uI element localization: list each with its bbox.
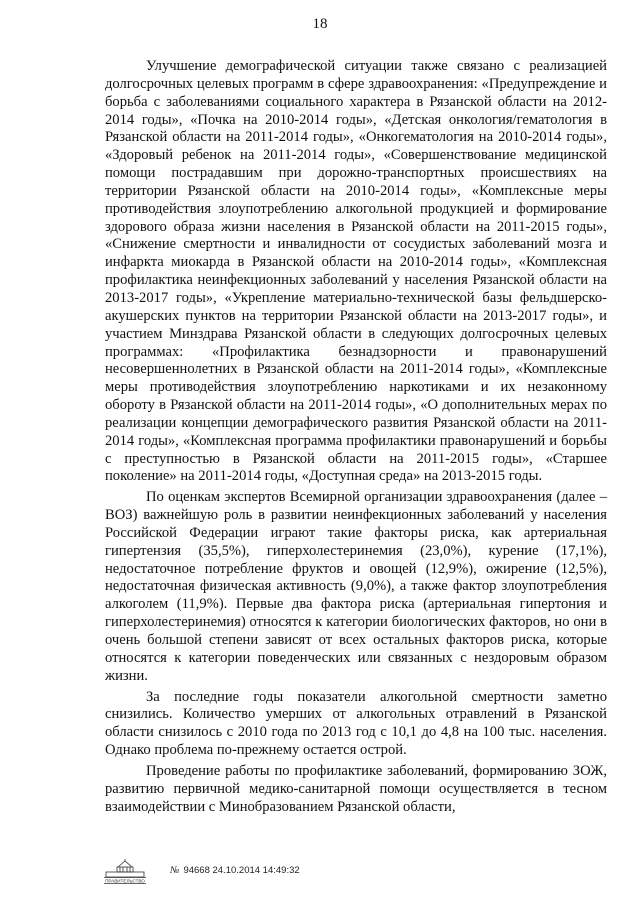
document-registration-stamp bbox=[170, 865, 300, 877]
document-number-symbol: № bbox=[170, 865, 180, 876]
paragraph-health-programs: Улучшение демографической ситуации также связано с реализацией долгосрочных целевых программ в сфере здравоохранения: «Предупреждение и борьба с заболеваниями социального характера в Рязанской области на 2012-2014 годы», «Почка на 2010-2014 годы», «Детская онкология/гематология в Рязанской области на 2011-2014 годы», «Онкогематология на 2010-2014 годы», «Здоровый ребенок на 2011-2014 годы», «Совершенствование медицинской помощи пострадавшим при дорожно-транспортных происшествиях на территории Рязанской области на 2010-2014 годы», «Комплексные меры противодействия злоупотреблению алкогольной продукцией и формирование здорового образа жизни населения в Рязанской области на 2011-2015 годы», «Снижение смертности и инвалидности от сосудистых заболеваний мозга и инфаркта миокарда в Рязанской области на 2010-2014 годы», «Комплексная профилактика неинфекционных заболеваний у населения Рязанской области на 2013-2017 годы», «Укрепление материально-технической базы фельдшерско-акушерских пунктов на территории Рязанской области на 2013-2017 годы», и участием Минздрава Рязанской области в следующих долгосрочных целевых программах: «Профилактика безнадзорности и правонарушений несовершеннолетних в Рязанской области на 2011-2014 годы», «Комплексные меры противодействия злоупотреблению наркотиками и их незаконному обороту в Рязанской области на 2011-2014 годы», «О дополнительных мерах по реализации концепции демографического развития Рязанской области на 2011-2014 годы», «Комплексная программа профилактики правонарушений и борьбы с преступностью в Рязанской области на 2011-2015 годы», «Старшее поколение» на 2011-2014 годы, «Доступная среда» на 2013-2015 годы. bbox=[105, 58, 607, 485]
paragraph-risk-factors: По оценкам экспертов Всемирной организации здравоохранения (далее – ВОЗ) важнейшую роль в развитии неинфекционных заболеваний у населения Российской Федерации играют такие факторы риска, как артериальная гипертензия (35,5%), гиперхолестеринемия (23,0%), курение (17,1%), недостаточное потребление фруктов и овощей (12,9%), ожирение (12,5%), недостаточная физическая активность (9,0%), а также фактор злоупотребления алкоголем (11,9%). Первые два фактора риска (артериальная гипертония и гиперхолестеринемия) относятся к категории биологических факторов, но они в очень большой степени зависят от всех остальных факторов риска, которые относятся к категории поведенческих или связанных с нездоровым образом жизни. bbox=[105, 489, 607, 684]
svg-text:ПРАВИТЕЛЬСТВО: ПРАВИТЕЛЬСТВО bbox=[105, 878, 145, 884]
page-number: 18 bbox=[312, 16, 328, 32]
document-body bbox=[105, 58, 607, 816]
document-footer bbox=[102, 858, 362, 886]
document-number-timestamp: 94668 24.10.2014 14:49:32 bbox=[183, 865, 300, 876]
government-stamp-icon bbox=[102, 858, 148, 885]
paragraph-alcohol-mortality: За последние годы показатели алкогольной смертности заметно снизились. Количество умерших от алкогольных отравлений в Рязанской области снизилось с 2010 года по 2013 год с 10,1 до 4,8 на 100 тыс. населения. Однако проблема по-прежнему остается острой. bbox=[105, 688, 607, 759]
paragraph-prevention-work: Проведение работы по профилактике заболеваний, формированию ЗОЖ, развитию первичной медико-санитарной помощи осуществляется в тесном взаимодействии с Минобразованием Рязанской области, bbox=[105, 762, 607, 815]
